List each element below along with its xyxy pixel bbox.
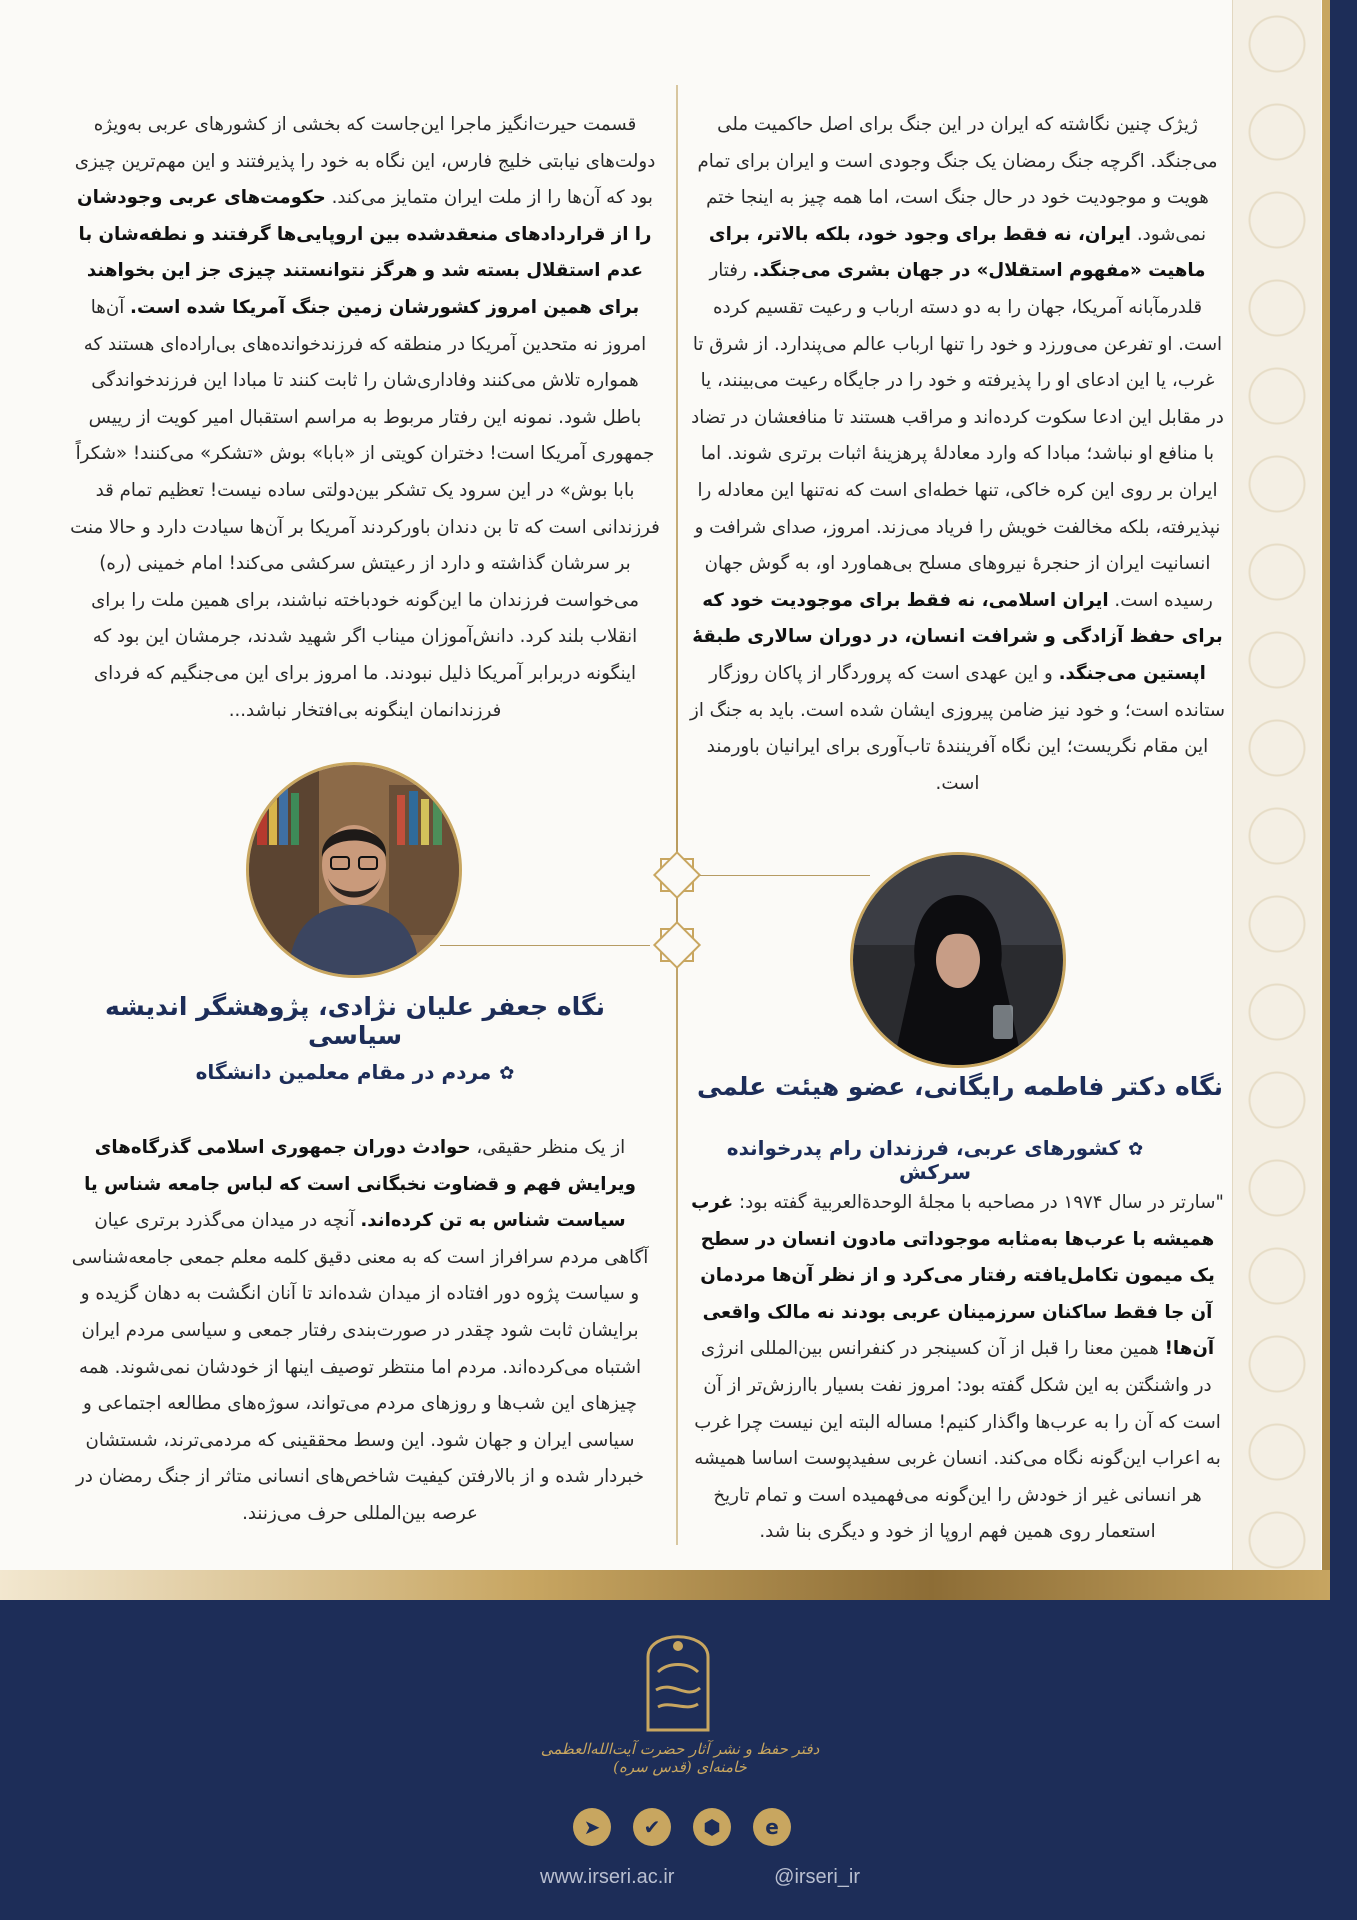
bold-text-run: غرب همیشه با عرب‌ها به‌مثابه موجوداتی مادون انسان در سطح یک میمون تکامل‌یافته رفتار می‌کرد و از نظر آن‌ها مردمان آن جا فقط ساکنان سرزمینان عربی بودند نه مالک واقعی آن‌ها! (691, 1192, 1215, 1360)
right-column-para1 (690, 107, 1225, 802)
bold-text-run: ایران اسلامی، نه فقط برای موجودیت خود که برای حفظ آزادگی و شرافت انسان، در دوران سالاری طبقهٔ اپستین می‌جنگد. (692, 589, 1223, 684)
footer-gold-band (0, 1570, 1330, 1600)
octagram-ornament-icon (650, 918, 704, 972)
website-link[interactable]: www.irseri.ac.ir (540, 1866, 675, 1888)
column-divider (676, 85, 678, 1545)
institute-logo-icon (628, 1612, 728, 1732)
bold-text-run: حوادث دوران جمهوری اسلامی گذرگاه‌های ویرایش فهم و قضاوت نخبگانی است که لباس جامعه شناس یا سیاست شناس به تن کرده‌اند. (84, 1137, 636, 1232)
left-subheading-text: مردم در مقام معلمین دانشگاه (195, 1060, 492, 1084)
left-column-para2 (70, 1130, 650, 1533)
text-run: همین معنا را قبل از آن کسینجر در کنفرانس بین‌المللی انرژی در واشنگتن به این شکل گفته بود: امروز نفت بسیار باارزش‌تر از آن است که آن را به عرب‌ها واگذار کنیم! مساله البته این نیست چرا غرب به اعراب این‌گونه نگاه می‌کند. انسان غربی سفیدپوست اساسا همیشه هر انسانی غیر از خودش را این‌گونه می‌فهمیده است و تمام تاریخ استعمار روی همین فهم اروپا از خود و دیگری بنا شد. (694, 1338, 1221, 1543)
right-column-para2 (690, 1185, 1225, 1551)
text-run: ژیژک چنین نگاشته که ایران در این جنگ برای اصل حاکمیت ملی می‌جنگد. اگرچه جنگ رمضان یک جنگ وجودی است و ایران برای تمام هویت و موجودیت خود در حال جنگ است، اما همه چیز به اینجا ختم نمی‌شود. (697, 114, 1218, 245)
right-para1-text (690, 107, 1225, 802)
footer-links (540, 1866, 860, 1889)
text-run: آنچه در میدان می‌گذرد برتری عیان آگاهی مردم سرافراز است که به معنی دقیق کلمه معلم جمعی جامعه‌شناسی و سیاست پژوه دور افتاده از میدان شده‌اند تا آنان انگشت به دهان گزیده و برایشان ثابت شود چقدر در صورت‌بندی رفتار جمعی و سیاسی مردم ایران اشتباه می‌کرده‌اند. مردم اما منتظر توصیف اینها از خودشان نمی‌شوند. همه چیزهای این شب‌ها و روزهای مردم می‌تواند، سوژه‌های مطالعه اجتماعی و سیاسی ایران و جهان شود. این وسط محققینی که مردمی‌ترند، شستشان خبردار شده و از بالارفتن کیفیت شاخص‌های انسانی متاثر از جنگ رمضان در عرصه بین‌المللی حرف می‌زنند. (71, 1210, 649, 1524)
flower-bullet-icon: ✿ (499, 1063, 515, 1084)
left-heading: نگاه جعفر علیان نژادی، پژوهشگر اندیشه سیاسی (105, 992, 605, 1050)
avatar-fatemeh-rayegani (850, 852, 1066, 1068)
logo-caption: دفتر حفظ و نشر آثار حضرت آیت‌الله‌العظمی خامنه‌ای (قدس سره) (540, 1740, 820, 1776)
eitaa-icon[interactable]: e (753, 1808, 791, 1846)
telegram-icon[interactable]: ➤ (573, 1808, 611, 1846)
right-para2-text (690, 1185, 1225, 1551)
right-subheading (690, 1136, 1180, 1184)
text-run: "سارتر در سال ۱۹۷۴ در مصاحبه با مجلهٔ الوحدة‌العربیة گفته بود: (733, 1192, 1224, 1213)
navy-border (1330, 0, 1357, 1600)
text-run: آن‌ها امروز نه متحدین آمریکا در منطقه که فرزندخوانده‌های بی‌اراده‌ای هستند که همواره تلاش می‌کنند وفاداری‌شان را ثابت کنند تا مبادا این فرزندخواندگی باطل شود. نمونه این رفتار مربوط به مراسم استقبال امیر کویت از رییس جمهوری آمریکا است! دختران کویتی از «بابا» بوش «تشکر» می‌کنند! «شکراً بابا بوش» در این سرود یک تشکر بین‌دولتی ساده نیست! تعظیم تمام قد فرزندانی است که تا بن دندان باورکردند آمریکا بر آن‌ها سیادت دارد و حالا منت بر سرشان گذاشته و دارد از رعیتش سرکشی می‌کند! امام خمینی (ره) می‌خواست فرزندان ما این‌گونه خودباخته نباشند، برای همین ملت را برای انقلاب بلند کرد. دانش‌آموزان میناب اگر شهید شدند، جرمشان این بود که اینگونه دربرابر آمریکا ذلیل نبودند. ما امروز برای این می‌جنگیم که فردای فرزندانمان اینگونه بی‌افتخار نباشد... (70, 296, 660, 721)
connector-line (700, 875, 870, 876)
bold-text-run: ایران، نه فقط برای وجود خود، بلکه بالاتر، برای ماهیت «مفهوم استقلال» در جهان بشری می‌جنگد. (708, 223, 1206, 282)
left-para2-text (70, 1130, 650, 1533)
bale-icon[interactable]: ✔ (633, 1808, 671, 1846)
right-heading: نگاه دکتر فاطمه رایگانی، عضو هیئت علمی (696, 1072, 1224, 1101)
octagram-ornament-icon (650, 848, 704, 902)
right-subheading-text: کشورهای عربی، فرزندان رام پدرخوانده سرکش (726, 1136, 1121, 1184)
social-handle[interactable]: @irseri_ir (774, 1866, 860, 1888)
text-run: رفتار قلدرمآبانه آمریکا، جهان را به دو دسته ارباب و رعیت تقسیم کرده است. او تفرعن می‌ورزد و خود را تنها ارباب عالم می‌پندارد. از شرق تا غرب، یا این ادعای او را پذیرفته و خود را در جایگاه رعیت می‌بینند، یا در مقابل این ادعا سکوت کرده‌اند و مراقب هستند تا منافعشان در تضاد با منافع او نباشد؛ مبادا که وارد معادلهٔ پرهزینهٔ اثبات برتری شوند. اما ایران بر روی این کره خاکی، تنها خطه‌ای است که نه‌تنها این معادله را نپذیرفته، بلکه مخالفت خویش را فریاد می‌زند. امروز، صدای شرافت و انسانیت ایران از حنجرهٔ نیروهای مسلح بی‌هماورد او، به گوش جهان رسیده است. (691, 260, 1224, 611)
text-run: قسمت حیرت‌انگیز ماجرا این‌جاست که بخشی از کشورهای عربی به‌ویژه دولت‌های نیابتی خلیج فارس، این نگاه به خود را پذیرفتند و این مهم‌ترین چیزی بود که آن‌ها را از ملت ایران متمایز می‌کند. (74, 114, 656, 209)
left-column-para1 (70, 107, 660, 729)
left-subheading (60, 1060, 650, 1084)
decorative-pattern-band (1232, 0, 1321, 1570)
gold-border (1322, 0, 1330, 1570)
text-run: از یک منظر حقیقی، (470, 1137, 626, 1158)
footer (0, 1600, 1357, 1920)
flower-bullet-icon: ✿ (1128, 1139, 1144, 1160)
text-run: و این عهدی است که پروردگار از پاکان روزگار ستانده است؛ و خود نیز ضامن پیروزی ایشان شده است. باید به جنگ از این مقام نگریست؛ این نگاه آفرینندهٔ تاب‌آوری برای ایرانیان باورمند است. (690, 662, 1225, 794)
left-para1-text (70, 107, 660, 729)
avatar-jafar-alian-nejadi (246, 762, 462, 978)
connector-line (440, 945, 650, 946)
bold-text-run: حکومت‌های عربی وجودشان را از قراردادهای منعقدشده بین اروپایی‌ها گرفتند و نطفه‌شان با عدم استقلال بسته شد و هرگز نتوانستند چیزی جز این بخواهند برای همین امروز کشورشان زمین جنگ آمریکا شده است. (77, 187, 652, 318)
rubika-icon[interactable]: ⬢ (693, 1808, 731, 1846)
